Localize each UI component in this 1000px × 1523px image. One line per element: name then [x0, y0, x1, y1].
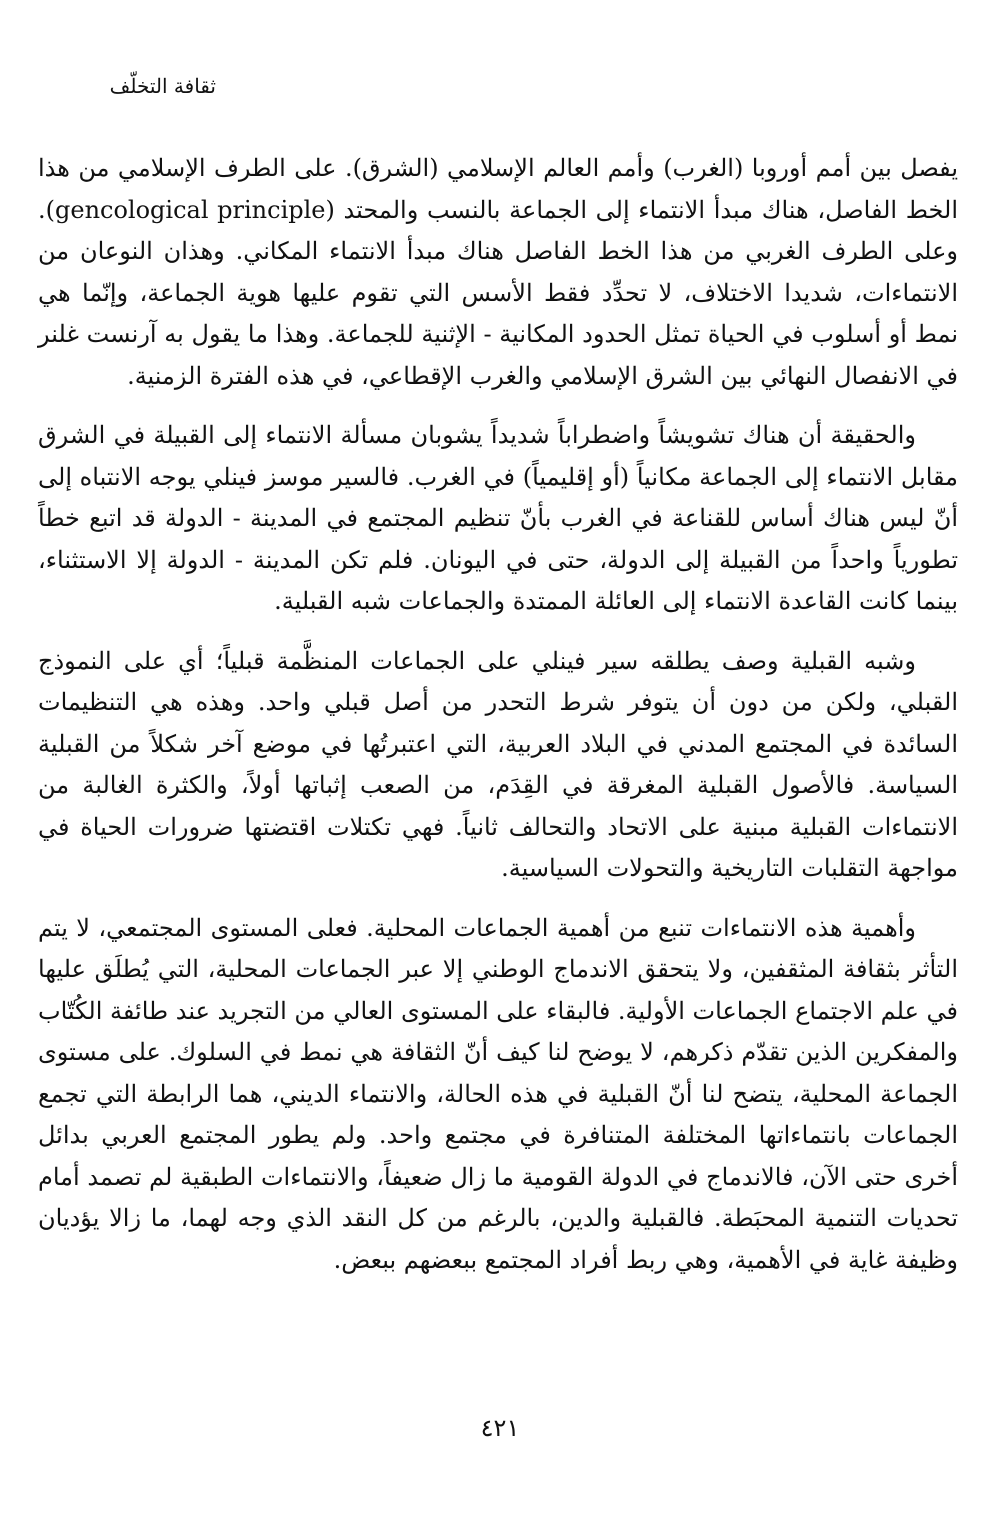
paragraph-3: وشبه القبلية وصف يطلقه سير فينلي على الجماعات المنظَّمة قبلياً؛ أي على النموذج القبلي، ولكن من دون أن يتوفر شرط التحدر من أصل قبلي واحد. وهذه هي التنظيمات السائدة في المجتمع المدني في البلاد العربية، التي اعتبرتُها في موضع آخر شكلاً من القبلية السياسة. فالأصول القبلية المغرقة في القِدَم، من الصعب إثباتها أولاً، والكثرة الغالبة من الانتماءات القبلية مبنية على الاتحاد والتحالف ثانياً. فهي تكتلات اقتضتها ضرورات الحياة في مواجهة التقلبات التاريخية والتحولات السياسية. — [38, 646, 958, 882]
running-header-title: ثقافة التخلّف — [109, 74, 216, 98]
page-body — [38, 148, 958, 1299]
paragraph-1: يفصل بين أمم أوروبا (الغرب) وأمم العالم الإسلامي (الشرق). على الطرف الإسلامي من هذا الخط الفاصل، هناك مبدأ الانتماء إلى الجماعة بالنسب والمحتد (gencological principle). وعلى الطرف الغربي من هذا الخط الفاصل هناك مبدأ الانتماء المكاني. وهذان النوعان من الانتماءات، شديدا الاختلاف، لا تحدِّد فقط الأسس التي تقوم عليها هوية الجماعة، وإنّما هي نمط أو أسلوب في الحياة تمثل الحدود المكانية - الإثنية للجماعة. وهذا ما يقول به آرنست غلنر في الانفصال النهائي بين الشرق الإسلامي والغرب الإقطاعي، في هذه الفترة الزمنية. — [38, 154, 959, 390]
paragraph-2: والحقيقة أن هناك تشويشاً واضطراباً شديداً يشوبان مسألة الانتماء إلى القبيلة في الشرق مقابل الانتماء إلى الجماعة مكانياً (أو إقليمياً) في الغرب. فالسير موسز فينلي يوجه الانتباه إلى أنّ ليس هناك أساس للقناعة في الغرب بأنّ تنظيم المجتمع في المدينة - الدولة قد اتبع خطاً تطورياً واحداً من القبيلة إلى الدولة، حتى في اليونان. فلم تكن المدينة - الدولة إلا الاستثناء، بينما كانت القاعدة الانتماء إلى العائلة الممتدة والجماعات شبه القبلية. — [38, 421, 958, 615]
paragraph-4: وأهمية هذه الانتماءات تنبع من أهمية الجماعات المحلية. فعلى المستوى المجتمعي، لا يتم التأثر بثقافة المثقفين، ولا يتحقق الاندماج الوطني إلا عبر الجماعات المحلية، التي يُطلَق عليها في علم الاجتماع الجماعات الأولية. فالبقاء على المستوى العالي من التجريد عند طائفة الكُتّاب والمفكرين الذين تقدّم ذكرهم، لا يوضح لنا كيف أنّ الثقافة هي نمط في السلوك. على مستوى الجماعة المحلية، يتضح لنا أنّ القبلية في هذه الحالة، والانتماء الديني، هما الرابطة التي تجمع الجماعات بانتماءاتها المختلفة المتنافرة في مجتمع واحد. ولم يطور المجتمع العربي بدائل أخرى حتى الآن، فالاندماج في الدولة القومية ما زال ضعيفاً، والانتماءات الطبقية لم تصمد أمام تحديات التنمية المحبَطة. فالقبلية والدين، بالرغم من كل النقد الذي وجه لهما، ما زالا يؤديان وظيفة غاية في الأهمية، وهي ربط أفراد المجتمع ببعضهم ببعض. — [38, 913, 959, 1274]
page-number: ٤٢١ — [480, 1414, 520, 1442]
